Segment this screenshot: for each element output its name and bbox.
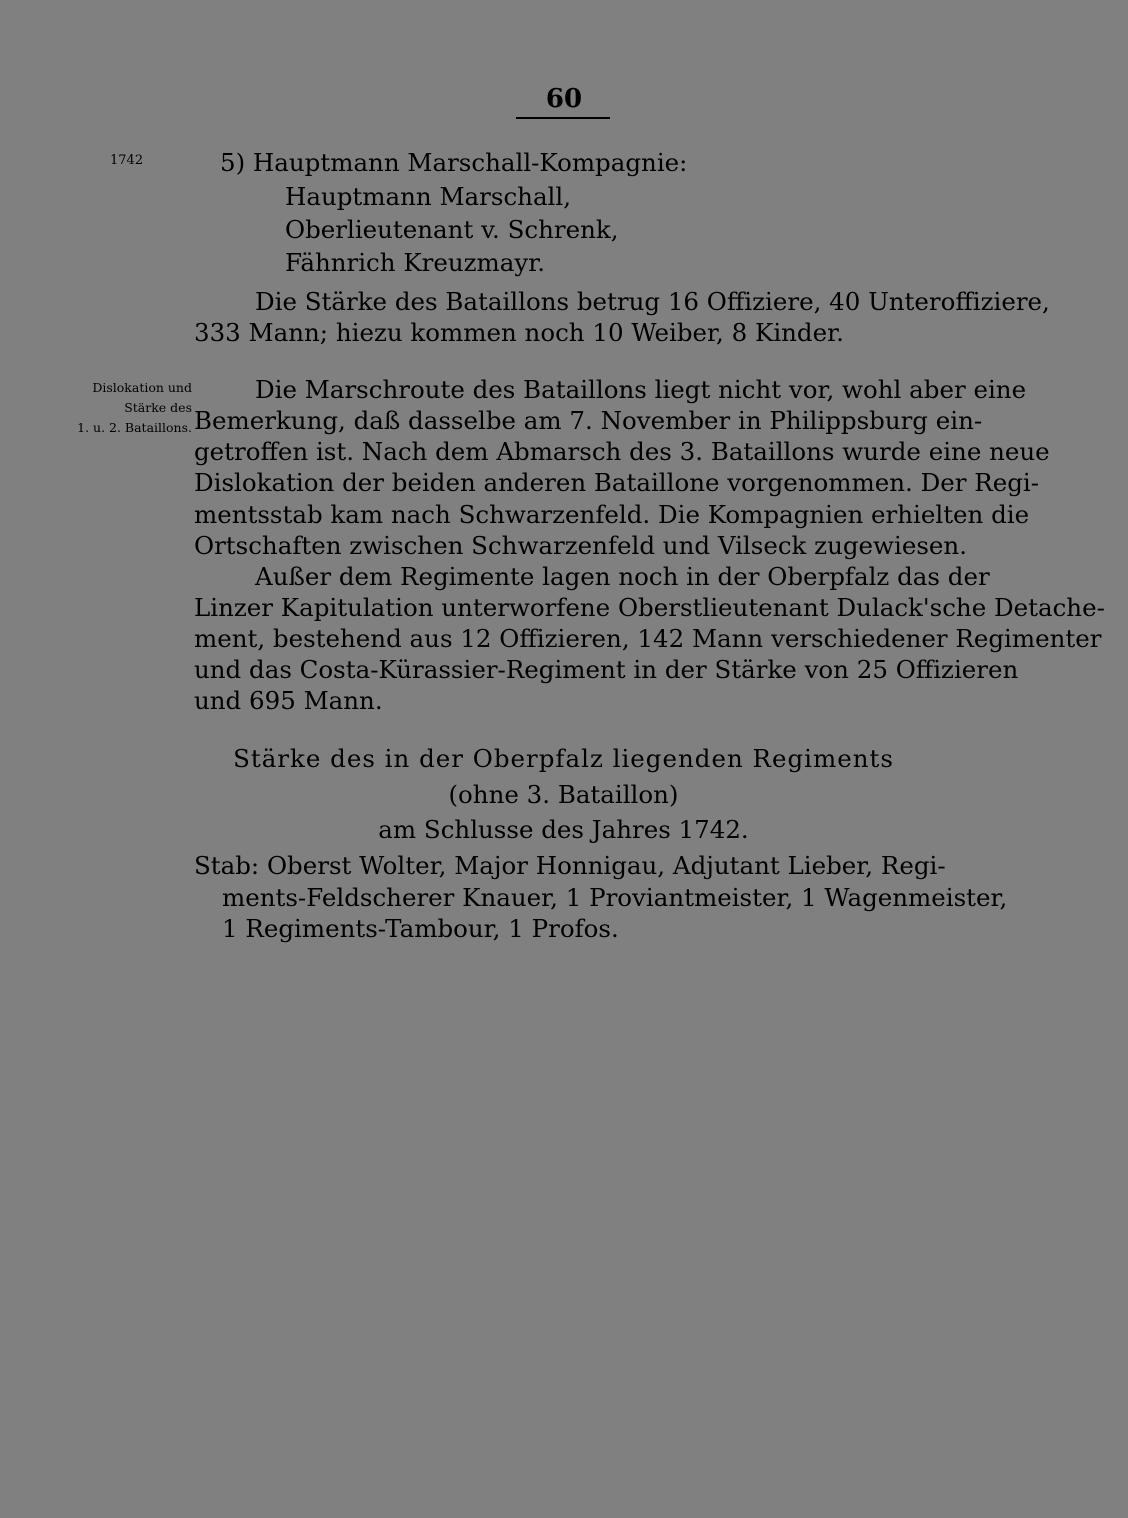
officer-line: Fähnrich Kreuzmayr. [285,248,546,277]
paragraph-line: und das Costa-Kürassier-Regiment in der Stärke von 25 Offizieren [194,655,1019,684]
paragraph-line: und 695 Mann. [194,686,383,715]
company-heading: 5) Hauptmann Marschall-Kompagnie: [220,148,688,177]
paragraph-line: getroffen ist. Nach dem Abmarsch des 3. Bataillons wurde eine neue [194,437,1050,466]
officer-line: Oberlieutenant v. Schrenk, [285,215,619,244]
section-title-line: am Schlusse des Jahres 1742. [378,815,749,844]
staff-line: ments-Feldscherer Knauer, 1 Proviantmeister, 1 Wagenmeister, [222,883,1008,912]
side-note-line: Dislokation und [92,380,192,395]
paragraph-line: Dislokation der beiden anderen Bataillone vorgenommen. Der Regi- [194,468,1039,497]
paragraph-line: Linzer Kapitulation unterworfene Oberstlieutenant Dulack'sche Detache- [194,593,1105,622]
staff-line: Stab: Oberst Wolter, Major Honnigau, Adjutant Lieber, Regi- [194,851,946,880]
officer-line: Hauptmann Marschall, [285,182,572,211]
page-number: 60 [545,84,583,114]
margin-side-note [60,378,192,438]
paragraph-line: Die Stärke des Bataillons betrug 16 Offiziere, 40 Unteroffiziere, [255,287,1050,316]
paragraph-line: Außer dem Regimente lagen noch in der Oberpfalz das der [255,562,990,591]
margin-year: 1742 [110,153,144,168]
paragraph-line: mentsstab kam nach Schwarzenfeld. Die Kompagnien erhielten die [194,500,1030,529]
section-title-line: Stärke des in der Oberpfalz liegenden Regiments [233,744,894,773]
paragraph-line: ment, bestehend aus 12 Offizieren, 142 Mann verschiedener Regimenter [194,624,1102,653]
page-number-rule [516,117,610,119]
paragraph-line: Bemerkung, daß dasselbe am 7. November in Philippsburg ein- [194,406,983,435]
staff-line: 1 Regiments-Tambour, 1 Profos. [222,914,619,943]
paragraph-line: Ortschaften zwischen Schwarzenfeld und Vilseck zugewiesen. [194,531,967,560]
section-title-line: (ohne 3. Bataillon) [448,780,679,809]
paragraph-line: 333 Mann; hiezu kommen noch 10 Weiber, 8 Kinder. [194,318,844,347]
side-note-line: 1. u. 2. Bataillons. [77,420,192,435]
paragraph-line: Die Marschroute des Bataillons liegt nicht vor, wohl aber eine [255,375,1027,404]
side-note-line: Stärke des [124,400,192,415]
